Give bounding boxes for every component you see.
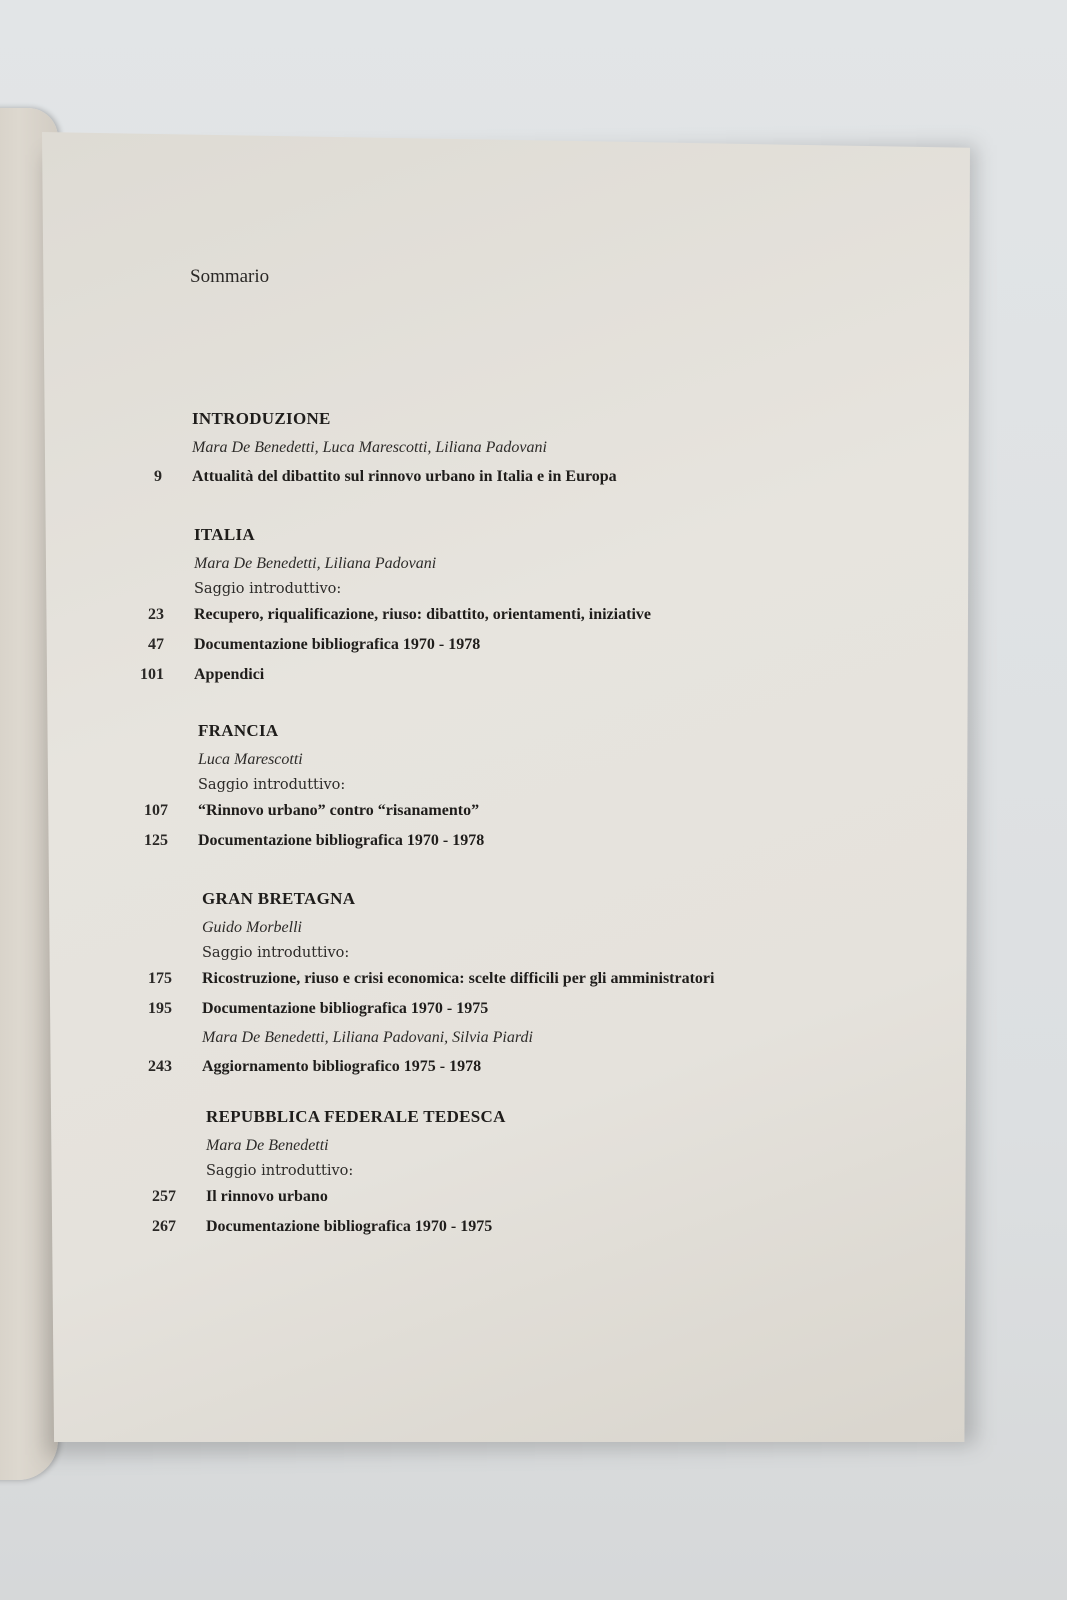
section-author: Mara De Benedetti [206, 1137, 329, 1154]
entry-title: “Rinnovo urbano” contro “risanamento” [198, 802, 480, 819]
section-heading: GRAN BRETAGNA [202, 889, 356, 908]
entry-title: Documentazione bibliografica 1970 - 1975 [206, 1218, 493, 1235]
toc-entry [152, 1212, 506, 1242]
section-author: Mara De Benedetti, Luca Marescotti, Liliana Padovani [192, 439, 547, 456]
toc-entry [144, 826, 485, 856]
section-francia [144, 716, 485, 856]
entry-title: Recupero, riqualificazione, riuso: dibattito, orientamenti, iniziative [194, 606, 651, 623]
toc-entry [148, 630, 651, 660]
section-author: Luca Marescotti [198, 751, 303, 768]
section-heading: REPUBBLICA FEDERALE TEDESCA [206, 1107, 506, 1126]
toc-entry [144, 796, 484, 826]
section-author: Mara De Benedetti, Liliana Padovani [194, 555, 437, 572]
section-note: Saggio introduttivo: [206, 1163, 354, 1179]
entry-title: Aggiornamento bibliografico 1975 - 1978 [202, 1058, 482, 1075]
entry-title: Il rinnovo urbano [206, 1188, 328, 1205]
page-number: 9 [154, 468, 162, 485]
section-author: Guido Morbelli [202, 919, 302, 936]
entry-title: Documentazione bibliografica 1970 - 1975 [202, 1000, 489, 1017]
page-number: 125 [144, 832, 168, 849]
section-note: Saggio introduttivo: [198, 777, 346, 793]
section-italia [140, 520, 651, 690]
page-number: 257 [152, 1188, 176, 1205]
toc-entry [152, 1182, 506, 1212]
section-gran-bretagna [148, 884, 715, 1082]
page-number: 107 [144, 802, 168, 819]
toc-entry [140, 660, 651, 690]
section-heading: ITALIA [194, 525, 256, 544]
toc-entry [154, 462, 617, 492]
toc-entry [148, 994, 714, 1024]
toc-entry [148, 1052, 714, 1082]
page-title: Sommario [190, 266, 270, 287]
entry-title: Documentazione bibliografica 1970 - 1978 [194, 636, 481, 653]
toc-entry [148, 600, 651, 630]
page-number: 195 [148, 1000, 172, 1017]
page-number: 175 [148, 970, 172, 987]
toc-entry [148, 964, 715, 994]
entry-title: Ricostruzione, riuso e crisi economica: scelte difficili per gli amministratori [202, 970, 715, 987]
section-note: Saggio introduttivo: [194, 581, 342, 597]
section-heading: INTRODUZIONE [192, 409, 331, 428]
section-sub-author: Mara De Benedetti, Liliana Padovani, Silvia Piardi [202, 1029, 533, 1046]
section-introduzione [154, 404, 617, 492]
entry-title: Attualità del dibattito sul rinnovo urbano in Italia e in Europa [192, 468, 617, 485]
section-repubblica-federale-tedesca [152, 1102, 506, 1242]
page-number: 267 [152, 1218, 176, 1235]
section-heading: FRANCIA [198, 721, 279, 740]
page-number: 243 [148, 1058, 172, 1075]
page-number: 47 [148, 636, 164, 653]
page-number: 101 [140, 666, 164, 683]
page-number: 23 [148, 606, 164, 623]
entry-title: Documentazione bibliografica 1970 - 1978 [198, 832, 485, 849]
entry-title: Appendici [194, 666, 265, 683]
section-note: Saggio introduttivo: [202, 945, 350, 961]
